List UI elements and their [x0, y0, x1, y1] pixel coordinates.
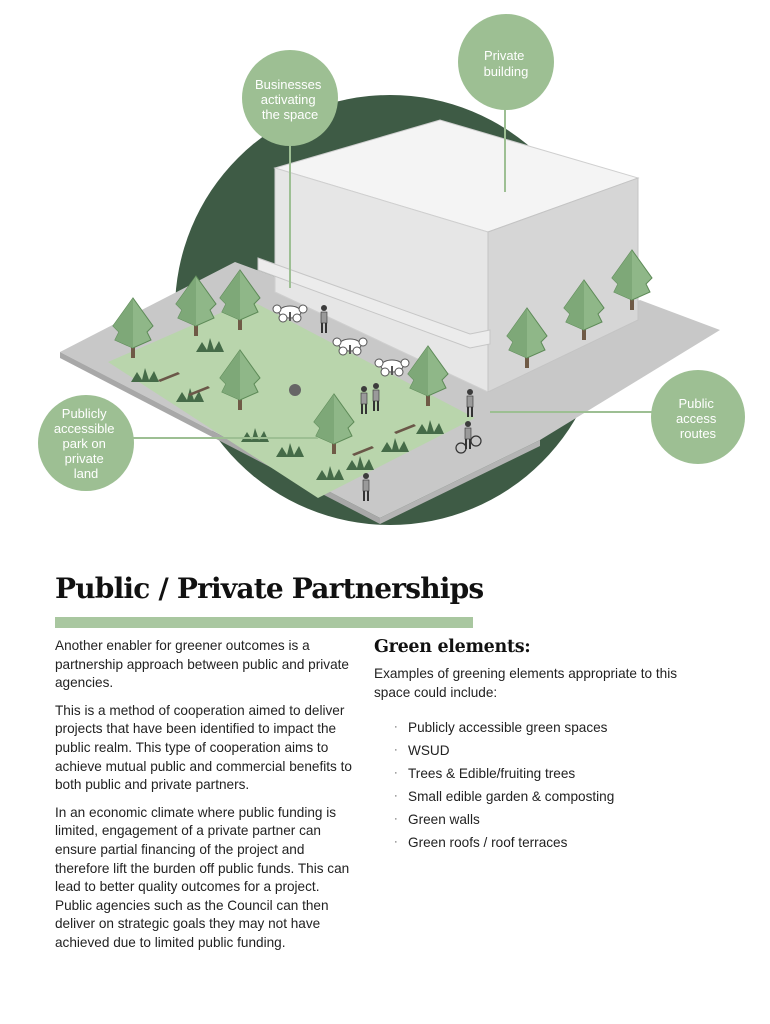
paragraph-economic-climate: In an economic climate where public funding is limited, engagement of a private partner can ensure partial financing of the project and therefore lift the burden off public funds. This can lead to better quality outcomes for a project. Public agencies such as the Council can then deliver on strategic goals they may not have achieved due to limited public funding. — [55, 804, 350, 950]
green-elements-intro: Examples of greening elements appropriate to this space could include: — [374, 666, 678, 700]
bullet-icon: · — [394, 813, 398, 826]
green-elements-list — [374, 716, 694, 854]
bullet-icon: · — [394, 767, 398, 780]
paragraph-method: This is a method of cooperation aimed to deliver projects that have been identified to impact the public realm. This type of cooperation aims to achieve mutual public and commercial benefits to both public and private partners. — [55, 702, 352, 793]
callout-park-on-private-land — [38, 395, 134, 491]
title-underline — [55, 617, 473, 628]
bullet-icon: · — [394, 721, 398, 734]
green-elements-heading: Green elements: — [374, 637, 531, 657]
callout-private-building — [458, 14, 554, 110]
green-elements-panel — [374, 637, 694, 854]
list-item: · Publicly accessible green spaces — [394, 716, 694, 739]
callout-public-access-routes — [651, 370, 745, 464]
list-item: · Trees & Edible/fruiting trees — [394, 762, 694, 785]
page-title: Public / Private Partnerships — [55, 572, 484, 605]
svg-text:Public access rout: Public access routes — [675, 396, 717, 441]
callout-businesses-activating — [242, 50, 338, 146]
list-item: · Green roofs / roof terraces — [394, 831, 694, 854]
bullet-icon: · — [394, 744, 398, 757]
list-item: · Small edible garden & composting — [394, 785, 694, 808]
body-text-column — [55, 637, 360, 962]
svg-text:Businesses activating: Businesses activating the space — [254, 77, 322, 122]
bullet-icon: · — [394, 790, 398, 803]
list-item: · WSUD — [394, 739, 694, 762]
svg-text:Private building: Private building — [483, 48, 529, 79]
svg-text:Publicly accessible: Publicly accessible park on private land — [53, 406, 115, 481]
paragraph-intro: Another enabler for greener outcomes is a partnership approach between public and private agencies. — [55, 638, 349, 691]
bullet-icon: · — [394, 836, 398, 849]
list-item: · Green walls — [394, 808, 694, 831]
